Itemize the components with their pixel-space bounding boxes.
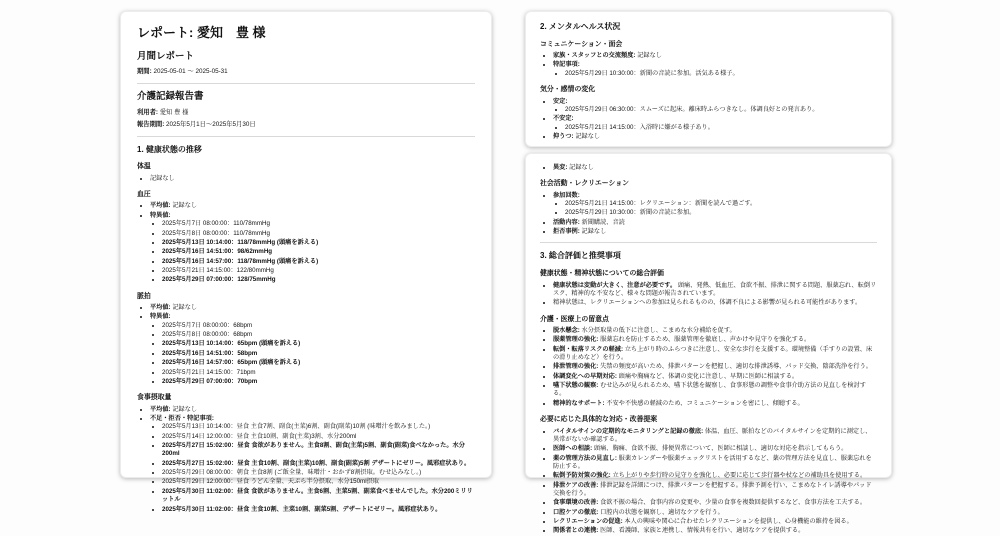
list-item: • 精神的なサポート: 不安や不快感の軽減のため、コミュニケーションを密にし、傾聴する。	[553, 400, 877, 408]
list-item: • 家族・スタッフとの交流頻度: 記録なし	[553, 52, 877, 60]
list-item: • 2025年5月29日 07:00:00：70bpm	[162, 378, 475, 386]
bullet-list	[150, 322, 475, 387]
list-item-label: バイタルサインの定期的なモニタリングと記録の徹底:	[553, 427, 704, 435]
subsection-heading: 体温	[137, 163, 151, 171]
bullet-list	[137, 304, 475, 386]
bullet-list	[540, 52, 877, 78]
list-item: • 記録なし	[150, 175, 475, 183]
list-item: • 食事環境の改善: 食欲不振の場合、食事内容の変更や、少量の食事を複数回提供するなど、食事方法を工夫する。	[553, 499, 877, 507]
list-item-label: 転倒予防対策の強化:	[553, 472, 611, 480]
list-item: • 2025年5月7日 08:00:00：68bpm	[162, 322, 475, 330]
report-subtitle: 月間レポート	[137, 50, 195, 62]
list-item-label: 服薬管理の強化:	[553, 336, 599, 344]
list-item: • 拒否事例: 記録なし	[553, 228, 877, 236]
subsection-heading: 脈拍	[137, 292, 151, 300]
list-item: • 2025年5月29日 12:00:00：昼食 うどん全量、天ぷら半分摂取、水分150ml摂取	[162, 478, 475, 486]
list-item: • 2025年5月27日 15:02:00：昼食 食欲がありません。主食8割、副食(主菜)5割、副食(副菜)食べなかった。水分200ml	[162, 442, 475, 459]
list-item	[553, 61, 877, 78]
list-item-label: 体調変化への早期対応:	[553, 372, 617, 380]
bullet-list	[553, 200, 877, 218]
list-item-label: 薬の管理方法の見直し:	[553, 454, 617, 462]
list-item-label: 平均値:	[150, 202, 171, 210]
list-item-label: 異変:	[553, 164, 568, 171]
list-item: • 平均値: 記録なし	[150, 406, 475, 414]
bullet-list	[137, 175, 475, 183]
bullet-list	[150, 423, 475, 514]
list-item: • 体調変化への早期対応: 頭痛や胸痛など、体調の変化に注意し、早期に医師に相談する。	[553, 373, 877, 381]
list-item-label: 抑うつ:	[553, 132, 574, 140]
list-item: • 転倒予防対策の強化: 立ち上がりや歩行時の見守りを強化し、必要に応じて歩行器や杖などの補助具を使用する。	[553, 472, 877, 480]
bullet-list	[540, 428, 877, 536]
list-item-label: 特記事項:	[553, 61, 580, 69]
bullet-list	[553, 124, 877, 132]
list-item-label: 食事環境の改善:	[553, 499, 599, 507]
list-item: • 関係者との連携: 医師、看護師、家族と連携し、情報共有を行い、適切なケアを提供する。	[553, 527, 877, 535]
list-item: • 2025年5月7日 08:00:00：110/78mmHg	[162, 220, 475, 228]
list-item: • 医師への相談: 頭痛、胸痛、食欲不振、排便異常について、医師に相談し、適切な対応を指示してもらう。	[553, 445, 877, 453]
list-item	[150, 212, 475, 285]
list-item-label: 排泄管理の強化:	[553, 363, 599, 371]
list-item: • 転倒・転落リスクの軽減: 立ち上がり時のふらつきに注意し、安全な歩行を支援する。環境整備（手すりの設置、床の滑り止めなど）を行う。	[553, 346, 877, 363]
bullet-list	[150, 220, 475, 285]
list-item: • 排泄ケアの改善: 排泄記録を詳細につけ、排泄パターンを把握する。排泄予測を行い、こまめなトイレ誘導やパッド交換を行う。	[553, 482, 877, 499]
bullet-list	[540, 164, 877, 172]
bullet-list	[137, 202, 475, 284]
list-item-label: 特異値:	[150, 313, 171, 321]
list-item-label: 平均値:	[150, 304, 171, 311]
subsection-heading: 食事摂取量	[137, 394, 172, 402]
section-heading: 3. 総合評価と推奨事項	[540, 251, 621, 261]
list-item	[553, 192, 877, 218]
list-item: • 2025年5月30日 11:02:00：昼食 主食10割、主菜10割、副菜5割、デザートにゼリー。風邪症状あり。	[162, 506, 475, 514]
list-item: • 2025年5月21日 14:15:00：71bpm	[162, 369, 475, 377]
list-item	[553, 115, 877, 132]
meta-label: 報告期間:	[137, 121, 165, 129]
list-item: • 排泄管理の強化: 失禁の頻度が高いため、排泄パターンを把握し、適切な排泄誘導、パッド交換、陰部洗浄を行う。	[553, 363, 877, 371]
meta-label: 利用者:	[137, 108, 158, 116]
subsection-heading: 血圧	[137, 191, 151, 199]
list-item: • 平均値: 記録なし	[150, 304, 475, 312]
list-item-label: 健康状態は変動が大きく、注意が必要です。	[553, 281, 677, 289]
list-item-label: 医師への相談:	[553, 445, 593, 453]
subsection-heading: 必要に応じた具体的な対応・改善提案	[540, 416, 658, 424]
list-item: • 2025年5月8日 08:00:00：110/78mmHg	[162, 230, 475, 238]
meta-line: 期間: 2025-05-01 ～ 2025-05-31	[137, 68, 228, 76]
list-item-label: 口腔ケアの徹底:	[553, 508, 599, 516]
section-heading: 1. 健康状態の推移	[137, 144, 202, 154]
subsection-heading: 健康状態・精神状態についての総合評価	[540, 270, 664, 278]
list-item: • 2025年5月27日 15:02:00：昼食 主食10割、副食(主菜)10割、副食(副菜)5割 デザートにゼリー。風邪症状あり。	[162, 460, 475, 468]
list-item: • 2025年5月13日 10:14:00：65bpm (頭痛を訴える)	[162, 340, 475, 348]
list-item: • 精神状態は、レクリエーションへの参加は見られるものの、体調不良による影響が見られる可能性があります。	[553, 299, 877, 307]
list-item: • 2025年5月16日 14:51:00：58bpm	[162, 350, 475, 358]
report-page-3	[525, 153, 892, 535]
subsection-heading: 気分・感情の変化	[540, 86, 596, 94]
list-item-label: 平均値:	[150, 405, 171, 413]
list-item: • 服薬管理の強化: 服薬忘れを防止するため、服薬管理を徹底し、声かけや見守りを強化する。	[553, 336, 877, 344]
bullet-list	[540, 98, 877, 142]
report-page-2	[525, 11, 892, 147]
list-item: • 2025年5月29日 10:30:00：新聞の音読に参加。活気ある様子。	[565, 70, 877, 78]
list-item-label: 不安定:	[553, 115, 574, 123]
meta-line: 利用者: 愛知 豊 様	[137, 108, 189, 116]
bullet-list	[553, 106, 877, 114]
list-item-label: 転倒・転落リスクの軽減:	[553, 345, 623, 353]
subsection-heading: 社会活動・レクリエーション	[540, 180, 630, 188]
subsection-heading: コミュニケーション・面会	[540, 40, 623, 48]
meta-line: 報告期間: 2025年5月1日～2025年5月30日	[137, 121, 256, 129]
divider	[137, 83, 475, 84]
list-item: • 平均値: 記録なし	[150, 202, 475, 210]
list-item-label: 関係者との連携:	[553, 527, 599, 535]
bullet-list	[540, 192, 877, 237]
list-item: • 2025年5月21日 14:15:00：入浴時に嫌がる様子あり。	[565, 124, 877, 132]
report-page-1	[120, 11, 492, 513]
list-item: • 健康状態は変動が大きく、注意が必要です。 頭痛、発熱、低血圧、食欲不振、排泄に関する問題、服薬忘れ、転倒リスク、精神的な不安など、様々な問題が報告されています。	[553, 282, 877, 299]
list-item: • 2025年5月16日 14:57:00：65bpm (頭痛を訴える)	[162, 359, 475, 367]
list-item: • 2025年5月21日 14:15:00：122/80mmHg	[162, 267, 475, 275]
list-item-label: 脱水懸念:	[553, 326, 580, 334]
list-item: • 口腔ケアの徹底: 口腔内の状態を観察し、適切なケアを行う。	[553, 509, 877, 517]
list-item	[150, 313, 475, 386]
list-item-label: 安定:	[553, 97, 568, 105]
list-item-label: 参加回数:	[553, 191, 580, 199]
bullet-list	[137, 406, 475, 514]
list-item-label: 拒否事例:	[553, 228, 580, 236]
list-item: • 2025年5月14日 12:00:00：昼食 主食10割、副食(主菜)3割、水分200ml	[162, 433, 475, 441]
report-subtitle: 介護記録報告書	[137, 90, 204, 102]
list-item: • バイタルサインの定期的なモニタリングと記録の徹底: 体温、血圧、脈拍などのバイタルサインを定期的に測定し、異常がないか確認する。	[553, 428, 877, 445]
list-item: • 2025年5月16日 14:51:00：98/62mmHg	[162, 248, 475, 256]
list-item: • 2025年5月13日 10:14:00：昼食 主食7割、副食(主菜)6割、副食(副菜)10割 (味噌汁を飲みました。)	[162, 423, 475, 431]
list-item	[150, 415, 475, 514]
list-item: • レクリエーションの促進: 本人の興味や関心に合わせたレクリエーションを提供し、心身機能の維持を図る。	[553, 518, 877, 526]
list-item: • 活動内容: 新聞購読、音読	[553, 219, 877, 227]
list-item: • 2025年5月30日 11:02:00：昼食 食欲がありません。主食6割、主菜5割、副菜食べませんでした。水分200ミリリットル	[162, 488, 475, 505]
list-item-label: 不足・拒否・特記事項:	[150, 414, 214, 422]
list-item: • 2025年5月29日 08:00:00：朝食 主食8割 (ご飯全量、味噌汁・おかず8割摂取。むせ込みなし。)	[162, 469, 475, 477]
list-item-label: 嚥下状態の観察:	[553, 382, 599, 390]
bullet-list	[540, 282, 877, 308]
list-item-label: 排泄ケアの改善:	[553, 481, 599, 489]
list-item-label: 活動内容:	[553, 218, 580, 226]
page-title: レポート: 愛知 豊 様	[137, 25, 266, 40]
meta-label: 期間:	[137, 68, 152, 76]
list-item: • 2025年5月21日 14:15:00：レクリエーション：新聞を読んで過ごす。	[565, 200, 877, 208]
list-item: • 脱水懸念: 水分摂取量の低下に注意し、こまめな水分補給を促す。	[553, 327, 877, 335]
list-item-label: 家族・スタッフとの交流頻度:	[553, 52, 636, 60]
list-item: • 嚥下状態の観察: むせ込みが見られるため、嚥下状態を観察し、食事形態の調整や食事介助方法の見直しを検討する。	[553, 382, 877, 399]
section-heading: 2. メンタルヘルス状況	[540, 22, 621, 31]
bullet-list	[553, 70, 877, 78]
list-item: • 2025年5月29日 06:30:00：スムーズに起床。離床時ふらつきなし。体調良好との発言あり。	[565, 106, 877, 114]
list-item: • 2025年5月8日 08:00:00：68bpm	[162, 331, 475, 339]
list-item	[553, 98, 877, 115]
list-item-label: 精神的なサポート:	[553, 399, 605, 407]
bullet-list	[540, 327, 877, 408]
divider	[540, 242, 877, 243]
list-item: • 2025年5月29日 07:00:00：128/75mmHg	[162, 276, 475, 284]
list-item: • 薬の管理方法の見直し: 服薬カレンダーや服薬チェックリストを活用するなど、薬の管理方法を見直し、服薬忘れを防止する。	[553, 455, 877, 472]
subsection-heading: 介護・医療上の留意点	[540, 315, 609, 323]
list-item: • 抑うつ: 記録なし	[553, 133, 877, 141]
list-item-label: レクリエーションの促進:	[553, 518, 623, 526]
list-item: • 2025年5月16日 14:57:00：118/78mmHg (頭痛を訴える)	[162, 258, 475, 266]
divider	[137, 136, 475, 137]
list-item: • 2025年5月13日 10:14:00：118/78mmHg (頭痛を訴える)	[162, 239, 475, 247]
list-item: • 異変: 記録なし	[553, 164, 877, 172]
list-item-label: 特異値:	[150, 211, 171, 219]
list-item: • 2025年5月29日 10:30:00：新聞の音読に参加。	[565, 209, 877, 217]
